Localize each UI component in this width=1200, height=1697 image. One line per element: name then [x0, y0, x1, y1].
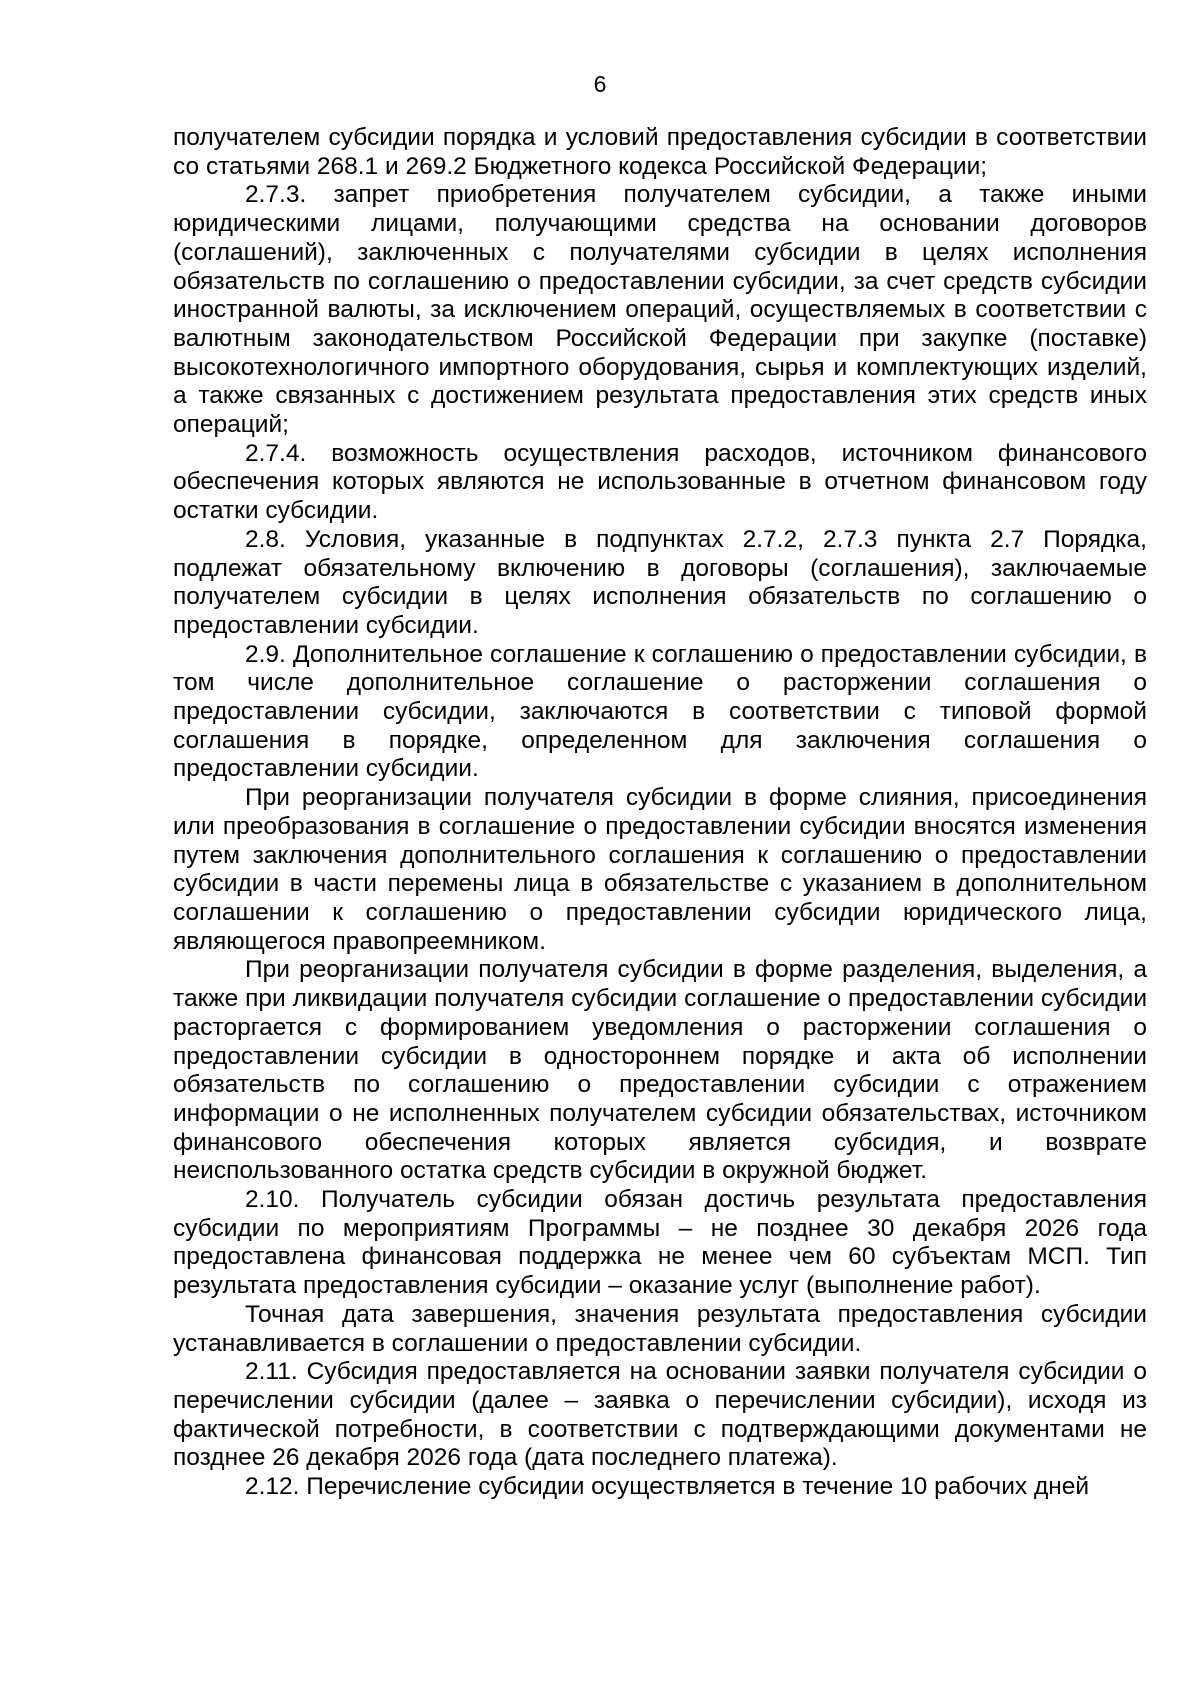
paragraph-2-12: 2.12. Перечисление субсидии осуществляется в течение 10 рабочих дней	[245, 1473, 1090, 1501]
document-body	[173, 124, 1147, 1502]
paragraph-reorganization-merger: При реорганизации получателя субсидии в форме слияния, присоединения или преобразования в соглашение о предоставлении субсидии вносятся изменения путем заключения дополнительного соглашения к соглашению о предоставлении субсидии в части перемены лица в обязательстве с указанием в дополнительном соглашении к соглашению о предоставлении субсидии юридического лица, являющегося правопреемником.	[173, 784, 1147, 955]
paragraph-reorganization-division: При реорганизации получателя субсидии в форме разделения, выделения, а также при ликвидации получателя субсидии соглашение о предоставлении субсидии расторгается с формированием уведомления о расторжении соглашения о предоставлении субсидии в одностороннем порядке и акта об исполнении обязательств по соглашению о предоставлении субсидии с отражением информации о не исполненных получателем субсидии обязательствах, источником финансового обеспечения которых является субсидия, и возврате неиспользованного остатка средств субсидии в окружной бюджет.	[173, 956, 1147, 1185]
paragraph-2-11: 2.11. Субсидия предоставляется на основании заявки получателя субсидии о перечислении субсидии (далее – заявка о перечислении субсидии), исходя из фактической потребности, в соответствии с подтверждающими документами не позднее 26 декабря 2026 года (дата последнего платежа).	[173, 1358, 1147, 1472]
paragraph-2-10: 2.10. Получатель субсидии обязан достичь результата предоставления субсидии по мероприятиям Программы – не позднее 30 декабря 2026 года предоставлена финансовая поддержка не менее чем 60 субъектам МСП. Тип результата предоставления субсидии – оказание услуг (выполнение работ).	[173, 1186, 1147, 1300]
paragraph-2-7-4: 2.7.4. возможность осуществления расходов, источником финансового обеспечения которых являются не использованные в отчетном финансовом году остатки субсидии.	[173, 439, 1147, 525]
paragraph-2-8: 2.8. Условия, указанные в подпунктах 2.7.2, 2.7.3 пункта 2.7 Порядка, подлежат обязательному включению в договоры (соглашения), заключаемые получателем субсидии в целях исполнения обязательств по соглашению о предоставлении субсидии.	[173, 525, 1147, 639]
paragraph-completion-date: Точная дата завершения, значения результата предоставления субсидии устанавливается в соглашении о предоставлении субсидии.	[173, 1300, 1147, 1357]
paragraph-2-9: 2.9. Дополнительное соглашение к соглашению о предоставлении субсидии, в том числе дополнительное соглашение о расторжении соглашения о предоставлении субсидии, заключаются в соответствии с типовой формой соглашения в порядке, определенном для заключения соглашения о предоставлении субсидии.	[173, 640, 1147, 783]
paragraph-continuation: получателем субсидии порядка и условий предоставления субсидии в соответствии со статьями 268.1 и 269.2 Бюджетного кодекса Российской Федерации;	[173, 124, 1147, 180]
paragraph-2-7-3: 2.7.3. запрет приобретения получателем субсидии, а также иными юридическими лицами, получающими средства на основании договоров (соглашений), заключенных с получателями субсидии в целях исполнения обязательств по соглашению о предоставлении субсидии, за счет средств субсидии иностранной валюты, за исключением операций, осуществляемых в соответствии с валютным законодательством Российской Федерации при закупке (поставке) высокотехнологичного импортного оборудования, сырья и комплектующих изделий, а также связанных с достижением результата предоставления этих средств иных операций;	[173, 181, 1147, 439]
page-number: 6	[593, 71, 607, 97]
